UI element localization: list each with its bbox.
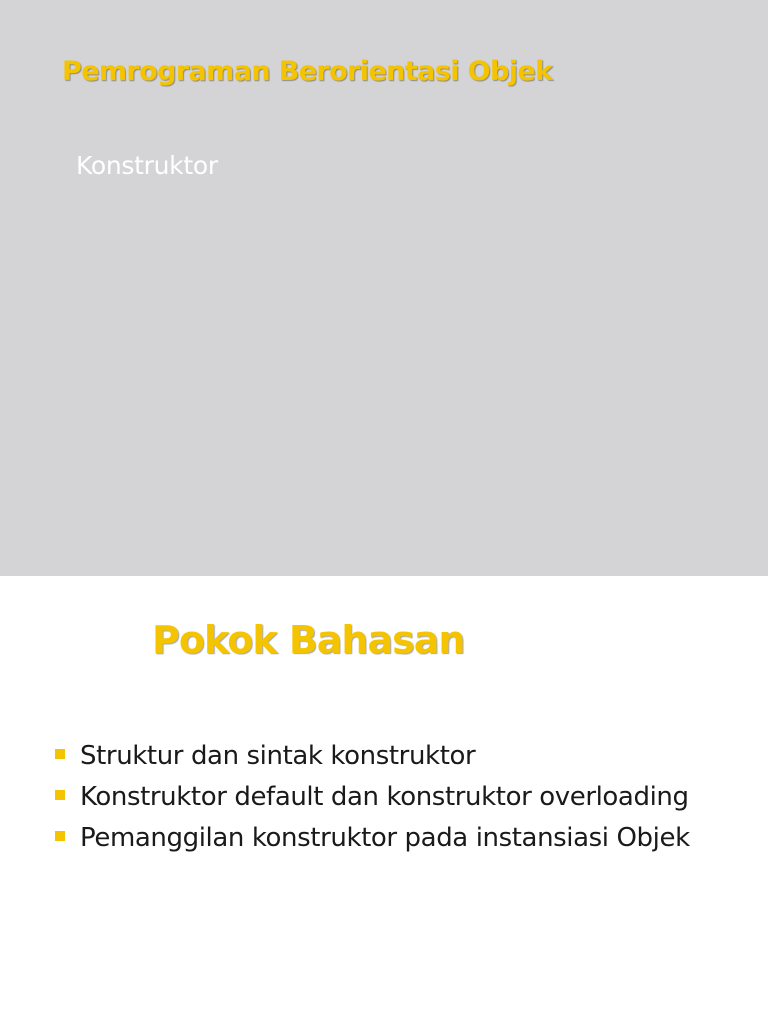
bullet-text: Pemanggilan konstruktor pada instansiasi Objek <box>80 823 690 853</box>
bullet-list <box>52 736 712 859</box>
square-bullet-icon <box>55 831 65 841</box>
square-bullet-icon <box>55 749 65 759</box>
content-slide <box>0 576 768 1024</box>
bullet-text: Struktur dan sintak konstruktor <box>80 741 476 771</box>
slide-subtitle: Konstruktor <box>76 151 218 180</box>
bullet-text: Konstruktor default dan konstruktor overloading <box>80 782 689 812</box>
bullet-item <box>52 818 712 858</box>
square-bullet-icon <box>55 790 65 800</box>
slide-heading: Pokok Bahasan <box>152 618 465 662</box>
bullet-item <box>52 736 712 776</box>
bullet-item <box>52 777 712 817</box>
slide-title: Pemrograman Berorientasi Objek <box>62 56 553 87</box>
